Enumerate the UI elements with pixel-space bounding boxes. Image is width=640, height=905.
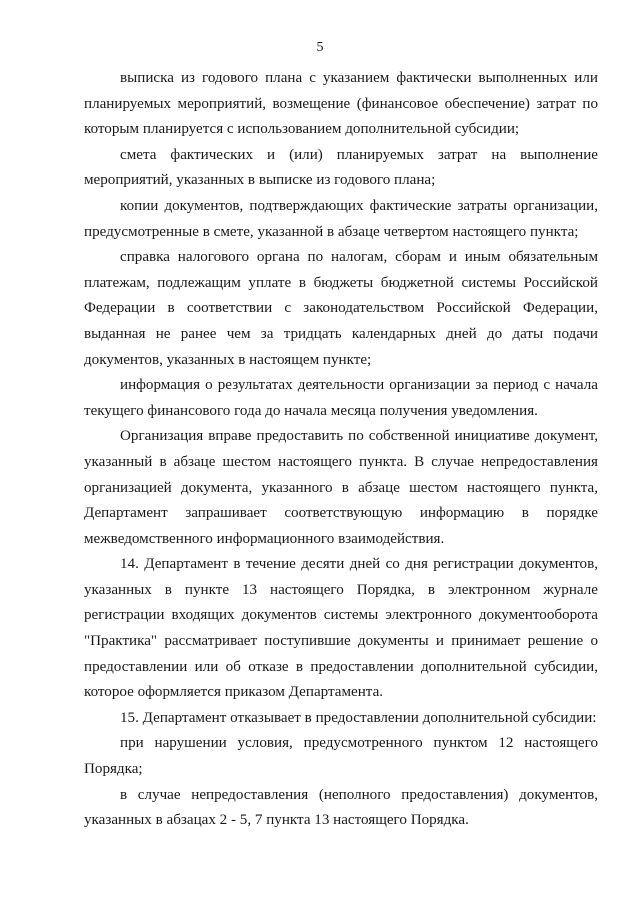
page-number: 5 bbox=[316, 40, 324, 55]
paragraph-clause-15: 15. Департамент отказывает в предоставлении дополнительной субсидии: bbox=[120, 709, 597, 726]
paragraph-own-initiative: Организация вправе предоставить по собственной инициативе документ, указанный в абзаце шестом настоящего пункта. В случае непредоставления организацией документа, указанного в абзаце шестом настоящего пункта, Департамент запрашивает соответствующую информацию в порядке межведомственного информационного взаимодействия. bbox=[84, 428, 598, 547]
paragraph-clause-14: 14. Департамент в течение десяти дней со дня регистрации документов, указанных в пункте 13 настоящего Порядка, в электронном журнале регистрации входящих документов системы электронного документооборота "Практика" рассматривает поступившие документы и принимает решение о предоставлении или об отказе в предоставлении дополнительной субсидии, которое оформляется приказом Департамента. bbox=[84, 556, 598, 701]
paragraph-refusal-condition-violation: при нарушении условия, предусмотренного пунктом 12 настоящего Порядка; bbox=[84, 735, 598, 778]
paragraph-expense-documents: копии документов, подтверждающих фактические затраты организации, предусмотренные в смете, указанной в абзаце четвертом настоящего пункта; bbox=[84, 197, 598, 240]
paragraph-annual-plan-extract: выписка из годового плана с указанием фактически выполненных или планируемых мероприятий, возмещение (финансовое обеспечение) затрат по которым планируется с использованием дополнительной субсидии; bbox=[84, 70, 598, 138]
document-body bbox=[84, 66, 598, 834]
paragraph-tax-certificate: справка налогового органа по налогам, сборам и иным обязательным платежам, подлежащим уплате в бюджеты бюджетной системы Российской Федерации в соответствии с законодательством Российской Федерации, выданная не ранее чем за тридцать календарных дней до даты подачи документов, указанных в настоящем пункте; bbox=[84, 249, 598, 368]
paragraph-refusal-missing-documents: в случае непредоставления (неполного предоставления) документов, указанных в абзацах 2 - 5, 7 пункта 13 настоящего Порядка. bbox=[84, 786, 598, 829]
paragraph-activity-results: информация о результатах деятельности организации за период с начала текущего финансового года до начала месяца получения уведомления. bbox=[84, 377, 598, 419]
paragraph-cost-estimate: смета фактических и (или) планируемых затрат на выполнение мероприятий, указанных в выписке из годового плана; bbox=[84, 146, 598, 189]
